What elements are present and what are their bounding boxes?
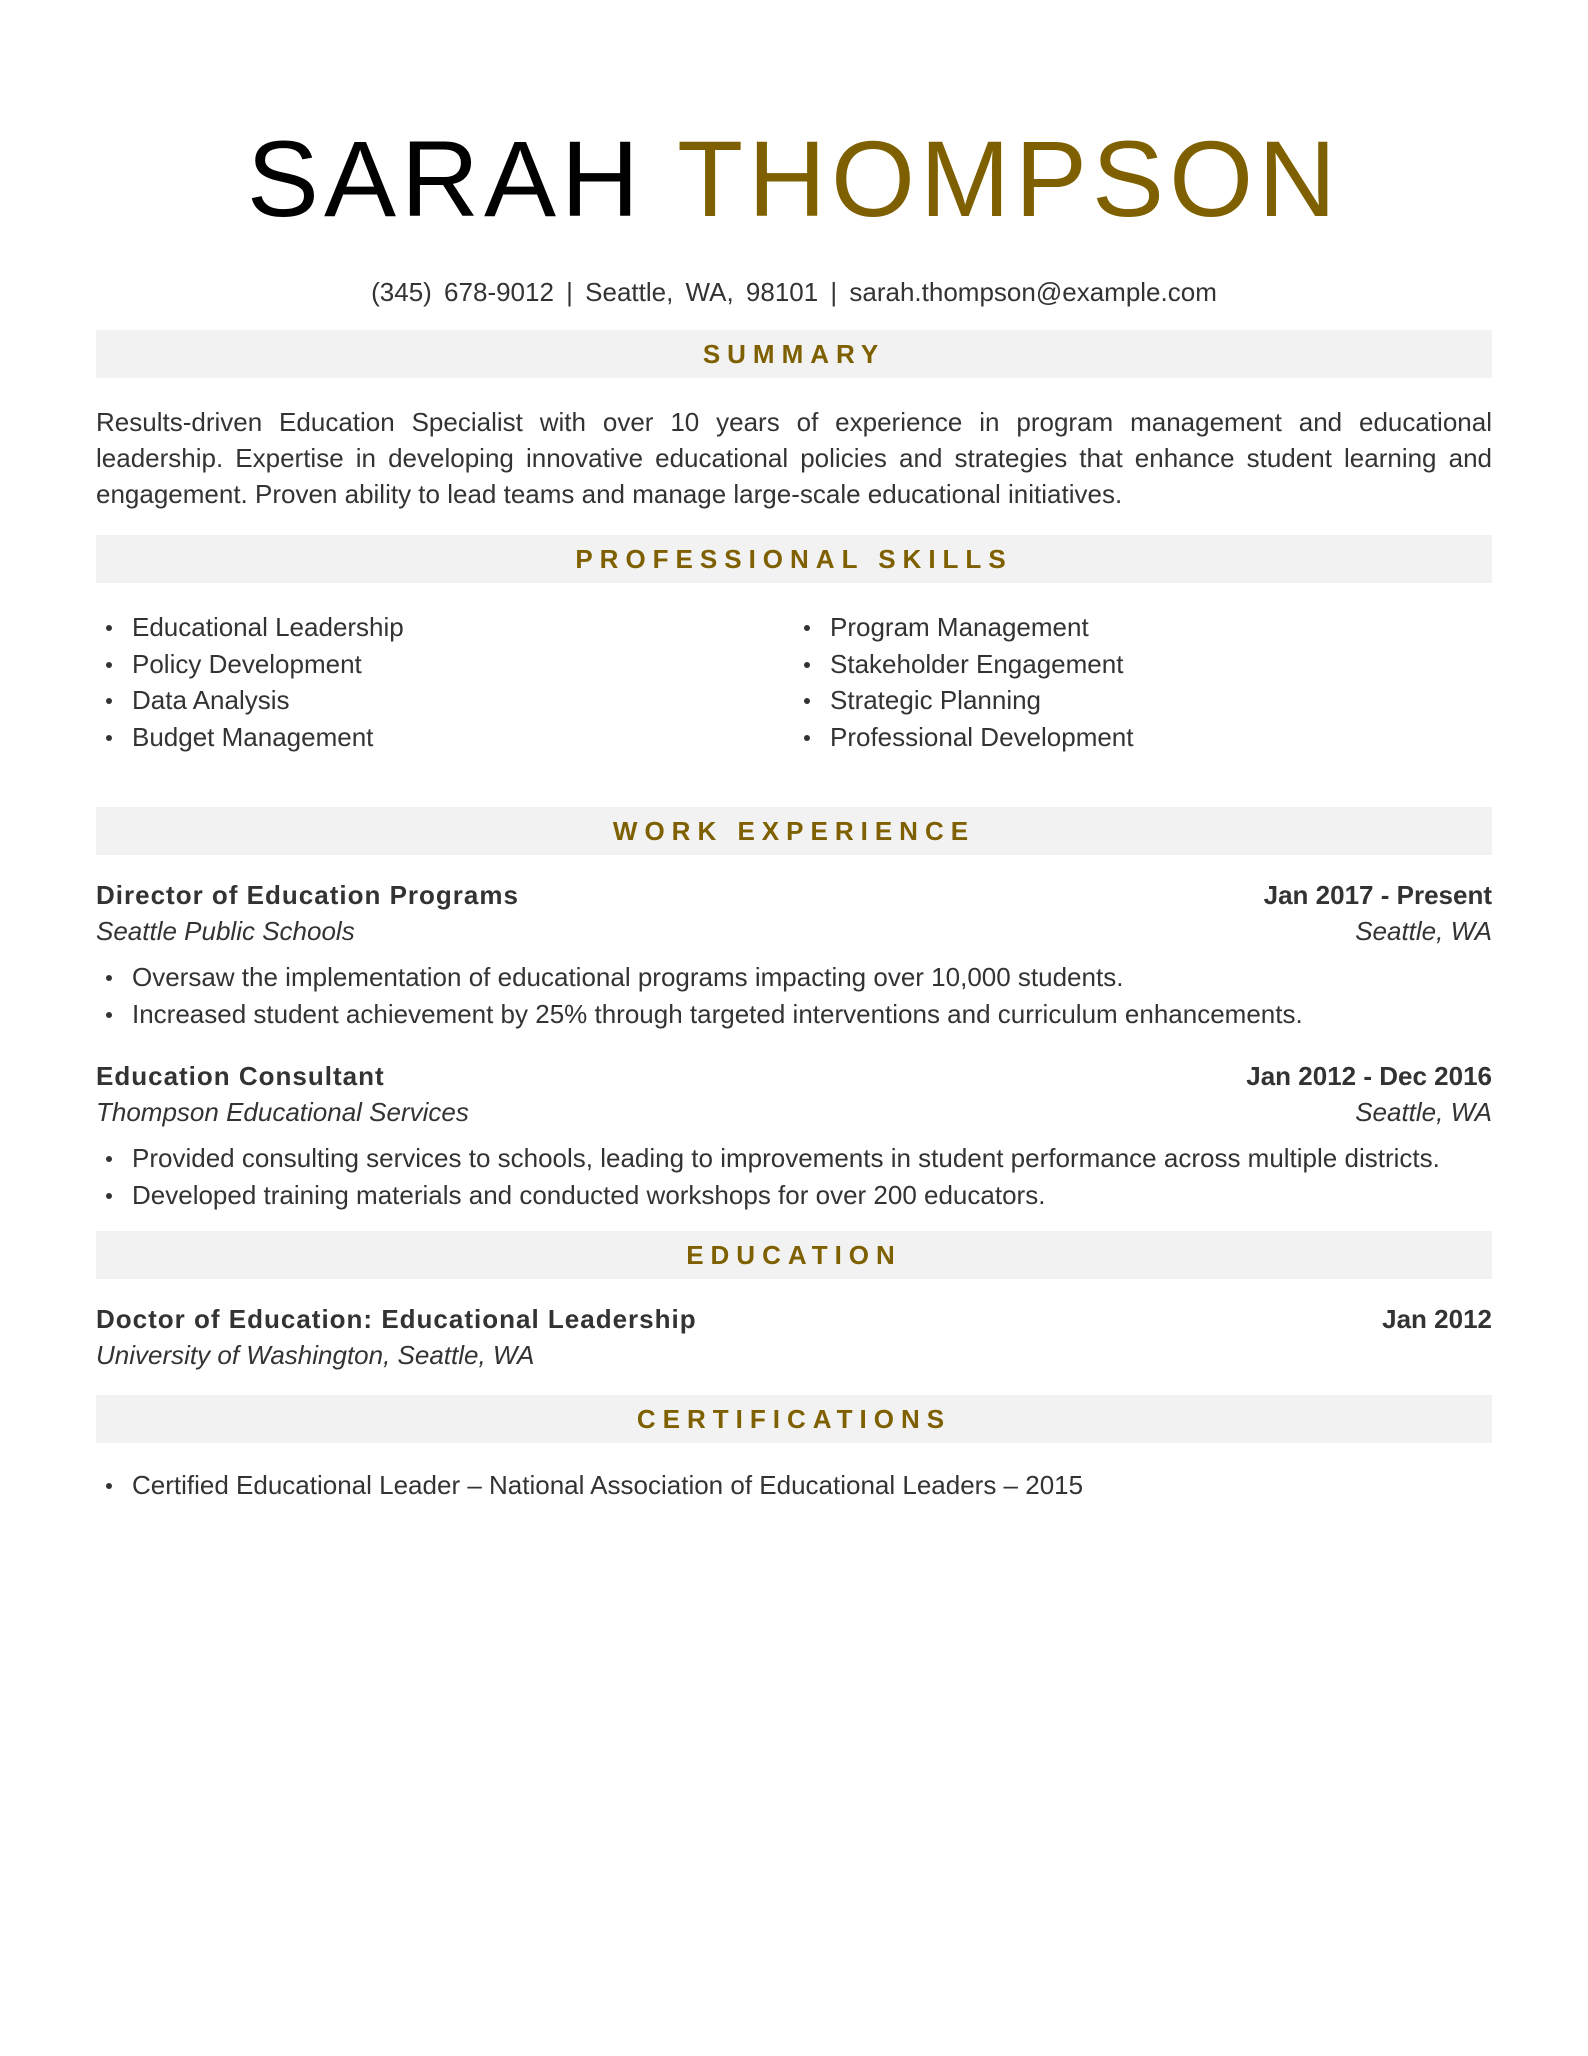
skill-item: Strategic Planning [830, 682, 1492, 719]
education-entry [96, 1301, 1492, 1373]
degree-title: Doctor of Education: Educational Leadership [96, 1304, 697, 1334]
job-bullets [96, 1140, 1492, 1213]
skills-list [96, 609, 1492, 755]
skill-item: Budget Management [132, 719, 794, 756]
skill-item: Policy Development [132, 646, 794, 683]
job-bullet: Increased student achievement by 25% through targeted interventions and curriculum enhancements. [132, 996, 1492, 1033]
job-dates: Jan 2012 - Dec 2016 [1246, 1061, 1492, 1091]
skill-item: Program Management [830, 609, 1492, 646]
summary-heading: SUMMARY [96, 330, 1492, 378]
skill-item: Professional Development [830, 719, 1492, 756]
job-dates: Jan 2017 - Present [1263, 880, 1492, 910]
candidate-name [96, 0, 1492, 239]
job-bullet: Provided consulting services to schools, leading to improvements in student performance across multiple districts. [132, 1140, 1492, 1177]
skill-item: Educational Leadership [132, 609, 794, 646]
education-header [96, 1301, 1492, 1337]
skills-column-right [794, 609, 1492, 755]
certifications-list [96, 1467, 1492, 1504]
certification-item: Certified Educational Leader – National Association of Educational Leaders – 2015 [132, 1467, 1492, 1504]
job-header [96, 877, 1492, 913]
job-location: Seattle, WA [1355, 1097, 1492, 1127]
last-name: THOMPSON [677, 118, 1342, 239]
experience-heading: WORK EXPERIENCE [96, 807, 1492, 855]
skill-item: Stakeholder Engagement [830, 646, 1492, 683]
education-heading: EDUCATION [96, 1231, 1492, 1279]
skill-item: Data Analysis [132, 682, 794, 719]
job-bullet: Developed training materials and conducted workshops for over 200 educators. [132, 1177, 1492, 1214]
first-name: SARAH [246, 118, 644, 239]
summary-text: Results-driven Education Specialist with over 10 years of experience in program management and educational leadership. Expertise in developing innovative educational policies and strategies that enhance student learning and engagement. Proven ability to lead teams and manage large-scale educational initiatives. [96, 407, 1492, 509]
job-organization: Thompson Educational Services [96, 1097, 469, 1127]
school-name: University of Washington, Seattle, WA [96, 1340, 535, 1370]
job-bullet: Oversaw the implementation of educational programs impacting over 10,000 students. [132, 959, 1492, 996]
certifications-heading: CERTIFICATIONS [96, 1395, 1492, 1443]
job-organization: Seattle Public Schools [96, 916, 355, 946]
degree-date: Jan 2012 [1382, 1304, 1492, 1334]
contact-line: (345) 678-9012 | Seattle, WA, 98101 | sarah.thompson@example.com [371, 277, 1217, 307]
job-subheader [96, 913, 1492, 949]
job-title: Director of Education Programs [96, 880, 519, 910]
job-title: Education Consultant [96, 1061, 385, 1091]
job-entry [96, 1058, 1492, 1213]
skills-column-left [96, 609, 794, 755]
job-header [96, 1058, 1492, 1094]
skills-heading: PROFESSIONAL SKILLS [96, 535, 1492, 583]
job-bullets [96, 959, 1492, 1032]
job-subheader [96, 1094, 1492, 1130]
job-location: Seattle, WA [1355, 916, 1492, 946]
job-entry [96, 877, 1492, 1032]
